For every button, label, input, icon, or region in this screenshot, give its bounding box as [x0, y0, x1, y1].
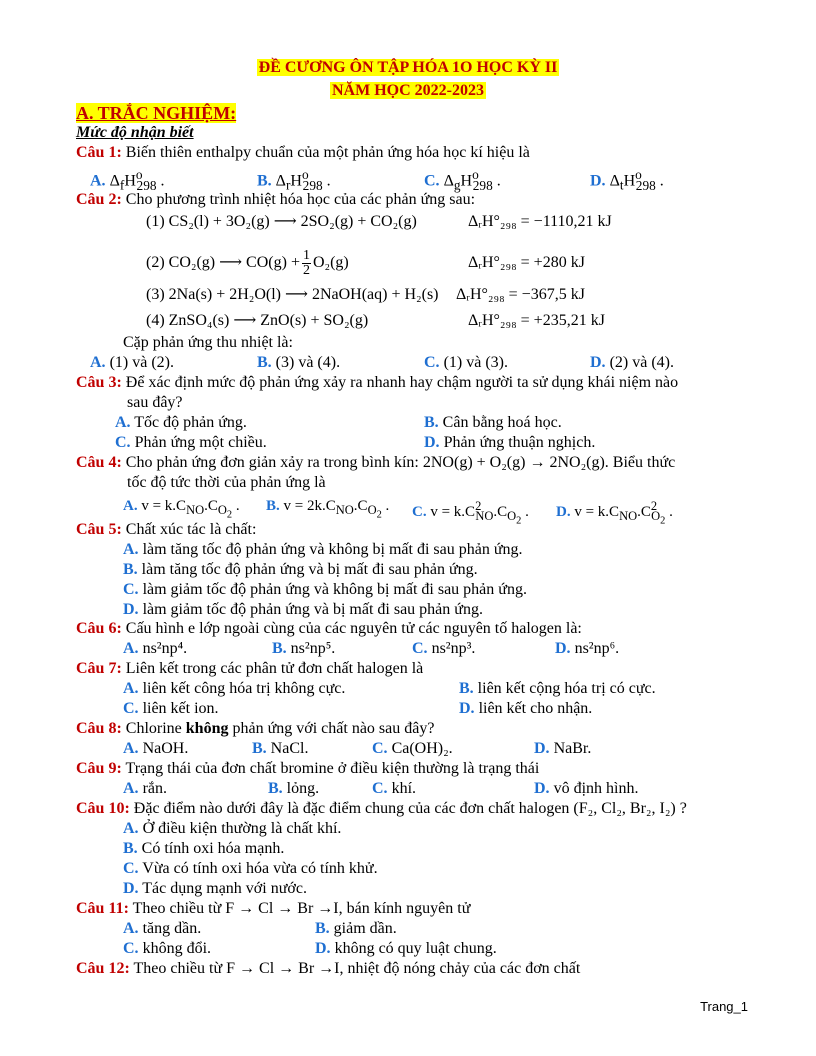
- question-11: Câu 11: Theo chiều từ F → Cl → Br →I, bán kính nguyên tử: [76, 900, 471, 917]
- answer-10a: A. Ở điều kiện thường là chất khí.: [123, 820, 342, 837]
- answer-8b: B. NaCl.: [252, 740, 309, 757]
- answer-7a: A. liên kết công hóa trị không cực.: [123, 680, 346, 697]
- level-heading: Mức độ nhận biết: [76, 124, 194, 141]
- question-10: Câu 10: Đặc điểm nào dưới đây là đặc điểm chung của các đơn chất halogen (F₂, Cl₂, Br₂, I₂) ?: [76, 800, 687, 817]
- answer-1d: D. $\Delta_tH^o_{298}$ .: [590, 167, 664, 193]
- question-2-prompt: Cặp phản ứng thu nhiệt là:: [123, 334, 293, 351]
- section-heading: A. TRẮC NGHIỆM:: [76, 103, 237, 123]
- answer-9b: B. lỏng.: [268, 780, 320, 797]
- answer-4a: A. $v = k.C_{NO}.C_{O_2}$ .: [123, 498, 240, 521]
- question-3: Câu 3: Để xác định mức độ phản ứng xảy ra nhanh hay chậm người ta sử dụng khái niệm nào: [76, 374, 679, 391]
- question-8: Câu 8: Chlorine không phản ứng với chất nào sau đây?: [76, 720, 435, 737]
- answer-3b: B. Cân bằng hoá học.: [424, 414, 562, 431]
- question-2: Câu 2: Cho phương trình nhiệt hóa học của các phản ứng sau:: [76, 191, 476, 208]
- answer-2d: D. (2) và (4).: [590, 354, 674, 371]
- answer-9a: A. rắn.: [123, 780, 167, 797]
- page-footer: Trang_1: [700, 999, 748, 1014]
- answer-7c: C. liên kết ion.: [123, 700, 219, 717]
- answer-6b: B. ns²np⁵.: [272, 640, 336, 657]
- reaction-2: (2) CO₂(g) ⟶ CO(g) + $\frac{1}{2}$ O₂(g): [146, 247, 349, 278]
- answer-2b: B. (3) và (4).: [257, 354, 341, 371]
- answer-11a: A. tăng dần.: [123, 920, 202, 937]
- title-line-2: NĂM HỌC 2022-2023: [332, 82, 484, 99]
- answer-10d: D. Tác dụng mạnh với nước.: [123, 880, 307, 897]
- answer-5d: D. làm giảm tốc độ phản ứng và bị mất đi sau phản ứng.: [123, 601, 483, 618]
- question-6: Câu 6: Cấu hình e lớp ngoài cùng của các nguyên tử các nguyên tố halogen là:: [76, 620, 582, 637]
- answer-1a: A. $\Delta_fH^o_{298}$ .: [90, 167, 165, 193]
- title-line-1: ĐỀ CƯƠNG ÔN TẬP HÓA 1O HỌC KỲ II: [258, 59, 558, 76]
- answer-4d: D. $v = k.C_{NO}.C^2_{O_2}$ .: [556, 499, 673, 527]
- question-5: Câu 5: Chất xúc tác là chất:: [76, 521, 257, 538]
- reaction-2-enthalpy: ΔᵣH°₂₉₈ = +280 kJ: [468, 254, 585, 271]
- reaction-4-enthalpy: ΔᵣH°₂₉₈ = +235,21 kJ: [468, 312, 605, 329]
- answer-3a: A. Tốc độ phản ứng.: [115, 414, 247, 431]
- reaction-1: (1) CS₂(l) + 3O₂(g) ⟶ 2SO₂(g) + CO₂(g): [146, 213, 417, 230]
- answer-5b: B. làm tăng tốc độ phản ứng và bị mất đi sau phản ứng.: [123, 561, 478, 578]
- reaction-3-enthalpy: ΔᵣH°₂₉₈ = −367,5 kJ: [456, 286, 585, 303]
- question-9: Câu 9: Trạng thái của đơn chất bromine ở điều kiện thường là trạng thái: [76, 760, 540, 777]
- answer-6d: D. ns²np⁶.: [555, 640, 620, 657]
- answer-6c: C. ns²np³.: [412, 640, 476, 657]
- question-4-cont: tốc độ tức thời của phản ứng là: [127, 474, 326, 491]
- answer-6a: A. ns²np⁴.: [123, 640, 188, 657]
- answer-8a: A. NaOH.: [123, 740, 189, 757]
- question-12: Câu 12: Theo chiều từ F → Cl → Br →I, nhiệt độ nóng chảy của các đơn chất: [76, 960, 581, 977]
- reaction-3: (3) 2Na(s) + 2H₂O(l) ⟶ 2NaOH(aq) + H₂(s): [146, 286, 439, 303]
- answer-4c: C. $v = k.C^2_{NO}.C_{O_2}$ .: [412, 499, 529, 527]
- answer-11d: D. không có quy luật chung.: [315, 940, 497, 957]
- answer-1c: C. $\Delta_gH^o_{298}$ .: [424, 167, 501, 193]
- answer-10c: C. Vừa có tính oxi hóa vừa có tính khử.: [123, 860, 378, 877]
- answer-3d: D. Phản ứng thuận nghịch.: [424, 434, 596, 451]
- question-1: Câu 1: Biến thiên enthalpy chuẩn của một phản ứng hóa học kí hiệu là: [76, 144, 530, 161]
- answer-5a: A. làm tăng tốc độ phản ứng và không bị mất đi sau phản ứng.: [123, 541, 523, 558]
- answer-1b: B. $\Delta_rH^o_{298}$ .: [257, 167, 331, 193]
- answer-11c: C. không đổi.: [123, 940, 212, 957]
- reaction-1-enthalpy: ΔᵣH°₂₉₈ = −1110,21 kJ: [468, 213, 612, 230]
- answer-7b: B. liên kết cộng hóa trị có cực.: [459, 680, 656, 697]
- answer-2c: C. (1) và (3).: [424, 354, 508, 371]
- question-3-cont: sau đây?: [127, 394, 183, 411]
- answer-10b: B. Có tính oxi hóa mạnh.: [123, 840, 285, 857]
- question-4: Câu 4: Cho phản ứng đơn giản xảy ra trong bình kín: 2NO(g) + O₂(g) → 2NO₂(g). Biểu thức: [76, 454, 676, 471]
- reaction-4: (4) ZnSO₄(s) ⟶ ZnO(s) + SO₂(g): [146, 312, 369, 329]
- answer-5c: C. làm giảm tốc độ phản ứng và không bị mất đi sau phản ứng.: [123, 581, 527, 598]
- answer-8d: D. NaBr.: [534, 740, 592, 757]
- question-7: Câu 7: Liên kết trong các phân tử đơn chất halogen là: [76, 660, 424, 677]
- answer-7d: D. liên kết cho nhận.: [459, 700, 593, 717]
- answer-9c: C. khí.: [372, 780, 417, 797]
- answer-11b: B. giảm dần.: [315, 920, 397, 937]
- answer-9d: D. vô định hình.: [534, 780, 639, 797]
- answer-4b: B. $v = 2k.C_{NO}.C_{O_2}$ .: [266, 498, 390, 521]
- answer-2a: A. (1) và (2).: [90, 354, 174, 371]
- answer-8c: C. Ca(OH)₂.: [372, 740, 453, 757]
- answer-3c: C. Phản ứng một chiều.: [115, 434, 267, 451]
